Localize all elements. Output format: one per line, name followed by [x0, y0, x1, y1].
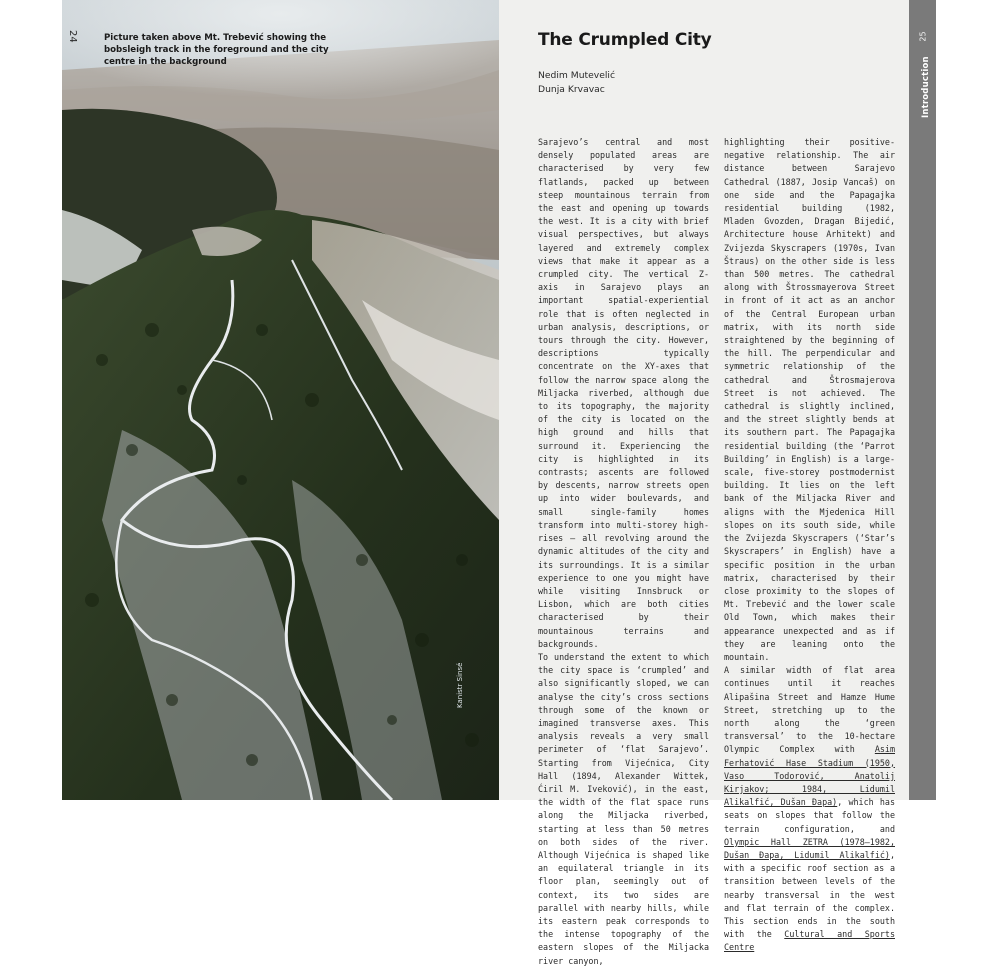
paragraph: To understand the extent to which the city space is ‘crumpled’ and also significantly sloped, we can analyse the city’s cross sections through some of the known or imagined transverse axes. This analysis reveals a very small perimeter of ‘flat Sarajevo’. Starting from Vijećnica, City Hall (1894, Alexander Wittek, Ćiril M. Iveković), in the east, the width of the flat space runs along the Miljacka riverbed, starting at less than 50 metres on both sides of the river. Although Vijećnica is shaped like an equilateral triangle in its floor plan, seemingly out of context, its two sides are parallel with nearby hills, while its eastern peak corresponds to the intense topography of the eastern slopes of the Miljacka river canyon,	[538, 651, 709, 966]
reference-link[interactable]: Olympic Hall ZETRA (1978–1982, Dušan Đapa, Lidumil Alikalfić)	[724, 836, 895, 860]
paragraph: highlighting their positive-negative relationship. The air distance between Sarajevo Cathedral (1887, Josip Vancaš) on one side and the Papagajka residential building (1982, Mladen Gvozden, Dragan Bijedić, Architecture house Arhitekt) and Zvijezda Skyscrapers (1970s, Ivan Štraus) on the other side is less than 500 metres. The cathedral along with Štrossmayerova Street in front of it act as an anchor of the Central European urban matrix, with its north side straightened by the beginning of the hill. The perpendicular and symmetric relationship of the cathedral and Štrosmajerova Street is not achieved. The cathedral is slightly inclined, and the street slightly bends at its southern part. The Papagajka residential building (the ‘Parrot Building’ in English) is a large-scale, five-storey postmodernist building. It lies on the left bank of the Miljacka River and aligns with the Mjedenica Hill slopes on its south side, while the Zvijezda Skyscrapers (‘Star’s Skyscrapers’ in English) have a specific position in the urban matrix, characterised by their close proximity to the slopes of Mt. Trebević and the lower scale Old Town, which makes their appearance unexpected and as if they are leaning onto the mountain.	[724, 137, 895, 662]
section-label: Introduction	[921, 56, 931, 118]
reference-link[interactable]: Cultural and Sports Centre	[724, 929, 895, 953]
paragraph	[724, 664, 895, 954]
text-span: A similar width of flat area continues until it reaches Alipašina Street and Hamze Hume Street, stretching up to the north along the ‘green transversal’ to the 10-hectare Olympic Complex with	[724, 665, 895, 755]
paragraph: Sarajevo’s central and most densely populated areas are characterised by very few flatlands, packed up between steep mountainous terrain from the east and opening up towards the west. It is a city with brief visual perspectives, but always layered and extremely complex views that make it appear as a crumpled city. The vertical Z-axis in Sarajevo plays an important spatial-experiential role that is often neglected in urban analysis, descriptions, or tours through the city. However, descriptions typically concentrate on the XY-axes that follow the narrow space along the Miljacka riverbed, although due to its topography, the majority of the city is located on the high ground and hills that surround it. Experiencing the city is highlighted in its contrasts; ascents are followed by descents, narrow streets open up into wider boulevards, and small single-family homes transform into multi-storey high-rises – all revolving around the dynamic altitudes of the city and its surroundings. It is a similar experience to one you might have while visiting Innsbruck or Lisbon, which are both cities characterised by their mountainous terrains and backgrounds.	[538, 137, 709, 649]
photo-credit: Kanistr Sinsé	[456, 662, 464, 708]
photo-caption: Picture taken above Mt. Trebević showing the bobsleigh track in the foreground and the city centre in the background	[104, 33, 329, 67]
article-title: The Crumpled City	[538, 30, 712, 50]
reference-link[interactable]: Asim Ferhatović Hase Stadium (1950, Vaso Todorović, Anatolij Kirjakov; 1984, Lidumil Alikalfić, Dušan Đapa)	[724, 744, 895, 808]
text-span: , with a specific roof section as a transition between levels of the nearby transversal in the west and flat terrain of the complex. This section ends in the south with the	[724, 849, 895, 940]
page-number-right: 25	[918, 31, 928, 42]
text-span: , which has seats on slopes that follow the terrain configuration, and	[724, 797, 895, 834]
section-sidebar	[909, 0, 936, 800]
author-name: Nedim Mutevelić	[538, 70, 616, 81]
aerial-photo	[62, 0, 499, 800]
text-column-2	[724, 136, 895, 955]
text-column-1	[538, 136, 709, 968]
author-list	[538, 69, 615, 97]
page-number-left: 24	[67, 30, 78, 43]
author-name: Dunja Krvavac	[538, 84, 605, 95]
